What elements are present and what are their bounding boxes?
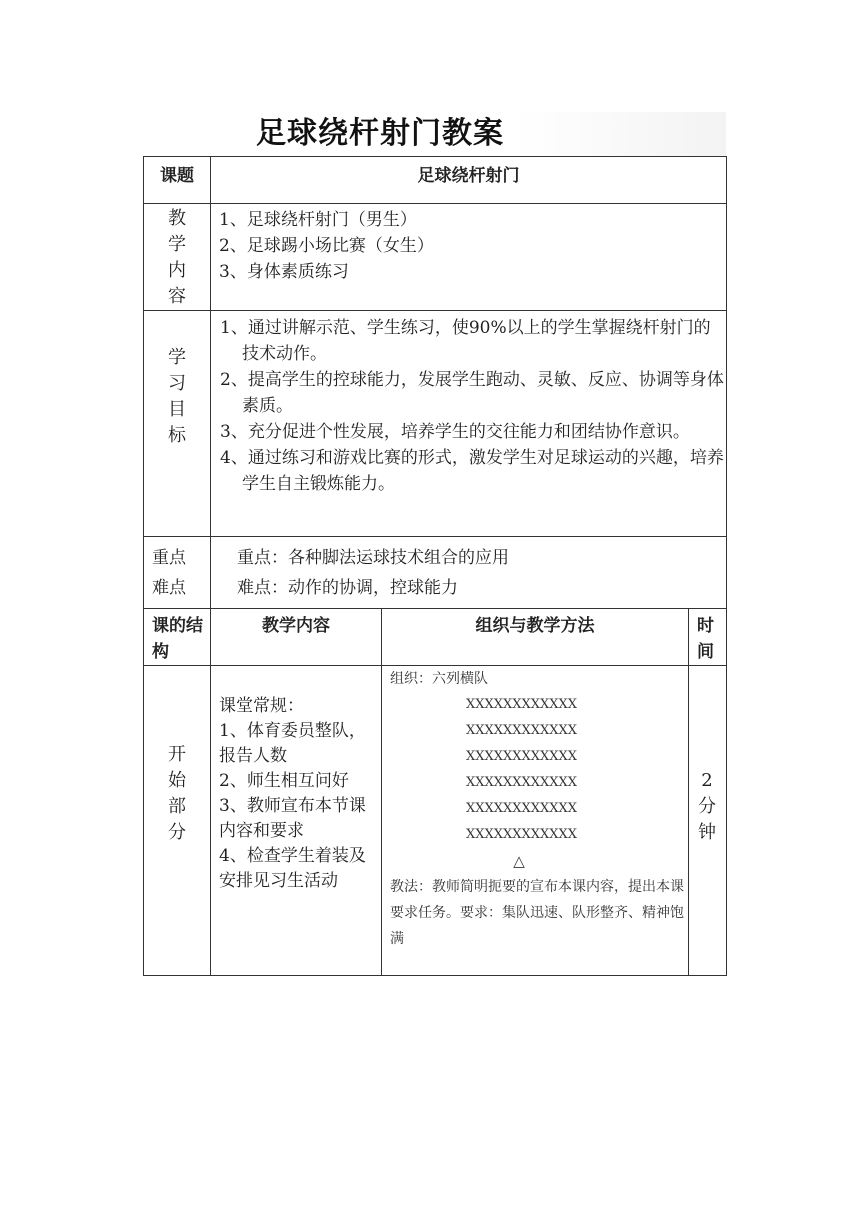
key-points-label	[144, 537, 211, 609]
teacher-position-icon: △	[513, 852, 525, 870]
teaching-content-label	[144, 204, 211, 311]
learning-objective-item: 2、提高学生的控球能力，发展学生跑动、灵敏、反应、协调等身体素质。	[220, 370, 724, 416]
organization-text: 组织：六列横队	[390, 671, 488, 687]
teaching-content-list	[211, 204, 727, 311]
key-points-content	[211, 537, 727, 609]
start-section-label-char: 始	[168, 770, 186, 791]
teaching-content-item: 3、身体素质练习	[219, 262, 349, 282]
key-point-text: 重点：各种脚法运球技术组合的应用	[237, 548, 509, 568]
topic-row	[144, 157, 727, 204]
time-char: 钟	[698, 822, 716, 843]
teaching-content-item: 2、足球踢小场比赛（女生）	[219, 236, 434, 256]
start-section-label-char: 部	[168, 796, 186, 817]
start-section-label-char: 开	[168, 744, 186, 765]
content-item: 2、师生相互问好	[219, 771, 349, 791]
structure-col-header: 课的结构	[144, 609, 211, 666]
start-section-label-char: 分	[168, 822, 186, 843]
learning-objective-item: 3、充分促进个性发展，培养学生的交往能力和团结协作意识。	[220, 422, 690, 442]
topic-label: 课题	[144, 157, 211, 204]
content-title: 课堂常规：	[219, 696, 304, 716]
method-col-header: 组织与教学方法	[382, 609, 689, 666]
start-section-time	[689, 666, 727, 976]
learning-objectives-label-char: 目	[168, 399, 186, 420]
learning-objectives-label-char: 学	[168, 347, 186, 368]
teaching-content-label-char: 容	[168, 286, 186, 307]
key-label: 重点	[152, 548, 186, 568]
formation-row: XXXXXXXXXXXX	[466, 723, 578, 738]
time-col-header: 时间	[689, 609, 727, 666]
learning-objective-item: 4、通过练习和游戏比赛的形式，激发学生对足球运动的兴趣，培养学生自主锻炼能力。	[220, 448, 724, 494]
time-char: 2	[701, 770, 713, 791]
content-col-header: 教学内容	[211, 609, 382, 666]
learning-objectives-list	[211, 311, 727, 537]
formation-row: XXXXXXXXXXXX	[466, 827, 578, 842]
method-text: 教法：教师简明扼要的宣布本课内容，提出本课要求任务。要求：集队迅速、队形整齐、精神饱满	[390, 879, 684, 947]
structure-header-row	[144, 609, 727, 666]
start-section-content	[211, 666, 382, 976]
learning-objectives-label	[144, 311, 211, 537]
formation-row: XXXXXXXXXXXX	[466, 749, 578, 764]
teaching-content-row	[144, 204, 727, 311]
formation-row: XXXXXXXXXXXX	[466, 801, 578, 816]
content-item: 1、体育委员整队，报告人数	[219, 721, 366, 766]
content-item: 3、教师宣布本节课内容和要求	[219, 796, 366, 841]
start-section-row	[144, 666, 727, 976]
formation-row: XXXXXXXXXXXX	[466, 775, 578, 790]
difficult-point-text: 难点：动作的协调，控球能力	[237, 578, 458, 598]
teaching-content-label-char: 内	[168, 260, 186, 281]
teaching-content-label-char: 教	[168, 208, 186, 229]
start-section-label	[144, 666, 211, 976]
difficult-label: 难点	[152, 578, 186, 598]
time-char: 分	[698, 796, 716, 817]
start-section-method	[382, 666, 689, 976]
teaching-content-item: 1、足球绕杆射门（男生）	[219, 210, 417, 230]
content-item: 4、检查学生着装及安排见习生活动	[219, 846, 366, 891]
learning-objectives-label-char: 标	[168, 425, 186, 446]
teaching-content-label-char: 学	[168, 234, 186, 255]
learning-objectives-row	[144, 311, 727, 537]
page-title: 足球绕杆射门教案	[256, 112, 726, 156]
formation-row: XXXXXXXXXXXX	[466, 697, 578, 712]
learning-objective-item: 1、通过讲解示范、学生练习，使90%以上的学生掌握绕杆射门的技术动作。	[220, 318, 711, 364]
key-points-row	[144, 537, 727, 609]
topic-value: 足球绕杆射门	[211, 157, 727, 204]
lesson-plan-table	[143, 156, 727, 976]
learning-objectives-label-char: 习	[168, 373, 186, 394]
